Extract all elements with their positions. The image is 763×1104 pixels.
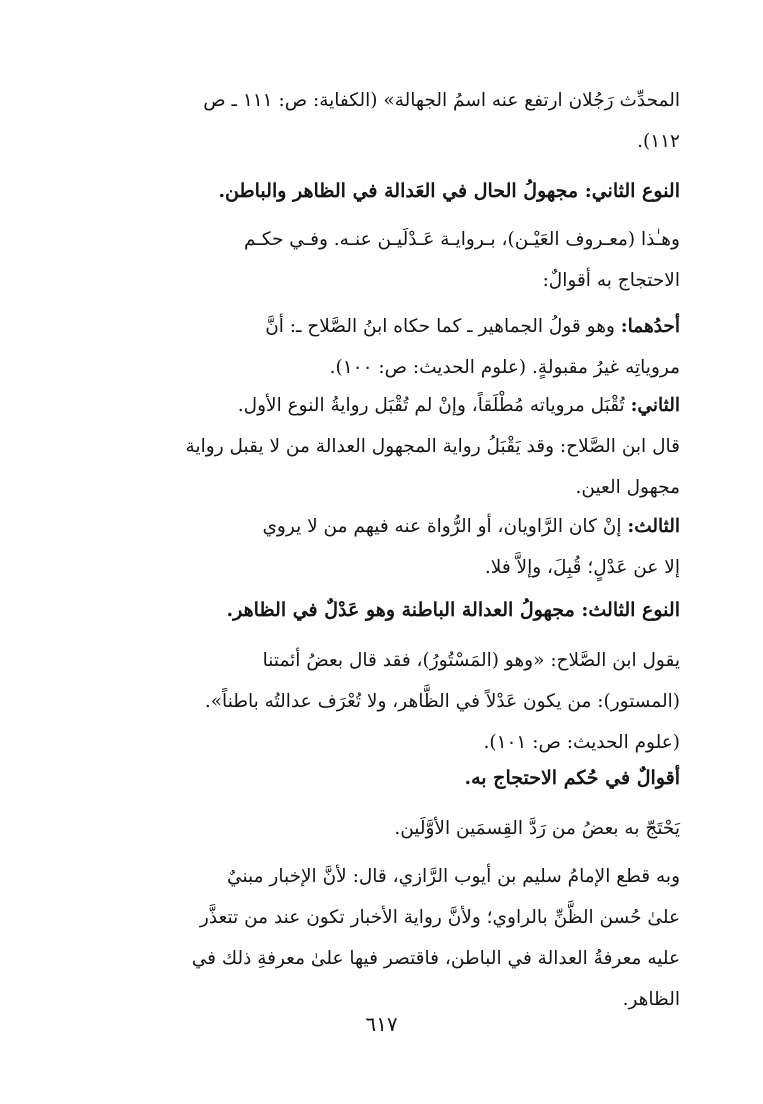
text-line: قال ابن الصَّلاح: وقد يَقْبَلُ رواية المجهول العدالة من لا يقبل رواية	[185, 436, 680, 457]
text-line: ١١٢).	[637, 131, 680, 152]
page-number: ٦١٧	[365, 1012, 398, 1036]
text-line: (علوم الحديث: ص: ١٠١).	[483, 732, 680, 753]
text-line	[88, 306, 680, 347]
section-heading-second-type: النوع الثاني: مجهولُ الحال في العَدالة في الظاهر والباطن.	[218, 180, 680, 202]
paragraph-third-opinion	[88, 506, 680, 588]
paragraph-second-opinion	[88, 385, 680, 508]
text-line: وبه قطع الإمامُ سليم بن أيوب الرَّازي، قال: لأنَّ الإخبار مبنيٌ	[227, 866, 680, 887]
text-line: إلا عن عَدْلٍ؛ قُبِلَ، وإلاَّ فلا.	[484, 557, 680, 578]
text-line: وهـٰذا (معـروف العَيْـن)، بـروايـة عَـدْلَيـن عنـه. وفـي حكـم	[244, 229, 680, 250]
paragraph-known-identity	[88, 219, 680, 301]
paragraph-first-opinion	[88, 306, 680, 388]
opinion-label: الثالث:	[627, 516, 680, 537]
paragraph-razi	[88, 856, 680, 1020]
text-line	[88, 506, 680, 547]
text-span: تُقْبَل مروياته مُطْلَقاً، وإنْ لم تُقْبَل روايةُ النوع الأول.	[237, 395, 631, 416]
text-line: يقول ابن الصَّلاح: «وهو (المَسْتُورُ)، فقد قال بعضُ أئمتنا	[262, 650, 680, 671]
paragraph-kifaya-citation	[88, 80, 680, 162]
text-line: مروياتِه غيرُ مقبولةٍ. (علوم الحديث: ص: ١٠٠).	[329, 357, 680, 378]
section-heading-opinions: أقوالٌ في حُكم الاحتجاج به.	[464, 767, 680, 789]
paragraph-mastur	[88, 640, 680, 763]
text-line	[88, 385, 680, 426]
section-heading-third-type: النوع الثالث: مجهولُ العدالة الباطنة وهو عَدْلٌ في الظاهر.	[226, 599, 680, 621]
text-line: المحدِّث رَجُلان ارتفع عنه اسمُ الجهالة» (الكفاية: ص: ١١١ ـ ص	[203, 90, 680, 111]
text-line: علىٰ حُسن الظَّنِّ بالراوي؛ ولأنَّ رواية الأخبار تكون عند من تتعذَّر	[199, 907, 680, 928]
text-line: يَحْتَجّ به بعضُ من رَدَّ القِسمَين الأوَّلَين.	[394, 818, 680, 839]
paragraph-some-accept	[88, 808, 680, 849]
text-line: الظاهر.	[622, 989, 680, 1010]
opinion-label: أحدُهما:	[620, 316, 680, 337]
opinion-label: الثاني:	[630, 395, 680, 416]
text-line: الاحتجاج به أقوالٌ:	[542, 270, 680, 291]
text-line: مجهول العين.	[575, 477, 680, 498]
text-span: وهو قولُ الجماهير ـ كما حكاه ابنُ الصَّلاح ـ: أنَّ	[265, 316, 621, 337]
text-line: (المستور): من يكون عَدْلاً في الظَّاهر، ولا تُعْرَف عدالتُه باطناً».	[204, 691, 680, 712]
text-line: عليه معرفةُ العدالة في الباطن، فاقتصر فيها علىٰ معرفةِ ذلك في	[191, 948, 680, 969]
text-span: إنْ كان الرَّاويان، أو الرُّواة عنه فيهم من لا يروي	[262, 516, 628, 537]
